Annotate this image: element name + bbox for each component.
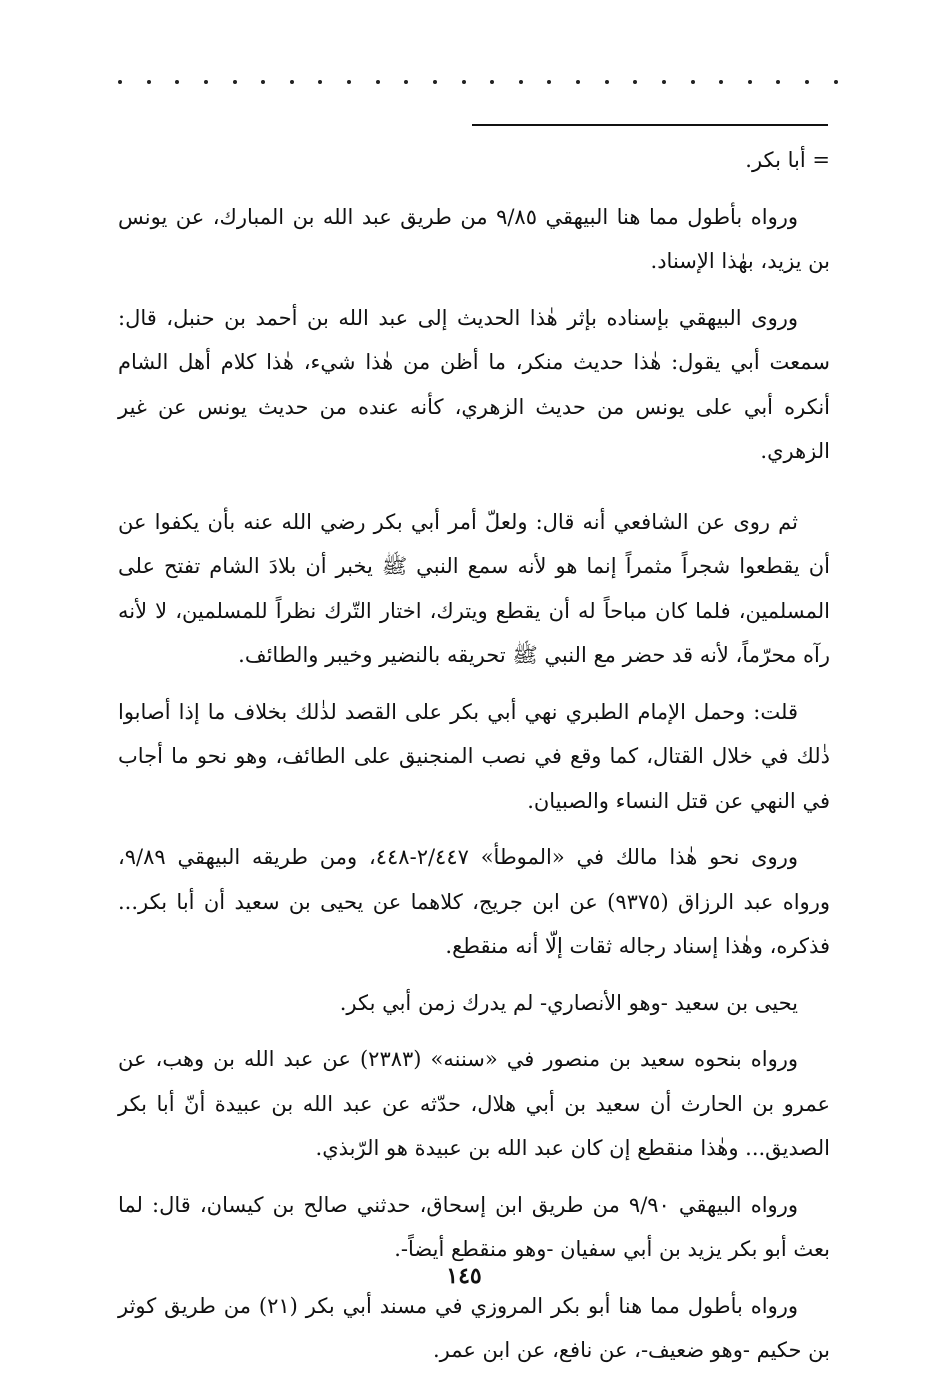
paragraph: ورواه بأطول مما هنا البيهقي ٩/٨٥ من طريق عبد الله بن المبارك، عن يونس بن يزيد، بهٰذا الإسناد.	[118, 204, 830, 273]
paragraph: وروى نحو هٰذا مالك في «الموطأ» ٢/٤٤٧-٤٤٨، ومن طريقه البيهقي ٩/٨٩، ورواه عبد الرزاق (٩٣٧٥) عن ابن جريج، كلاهما عن يحيى بن سعيد أن أبا بكر... فذكره، وهٰذا إسناد رجاله ثقات إلّا أنه منقطع.	[118, 845, 830, 958]
paragraph: وروى البيهقي بإسناده بإثر هٰذا الحديث إلى عبد الله بن أحمد بن حنبل، قال: سمعت أبي يقول: هٰذا حديث منكر، ما أظن من هٰذا شيء، هٰذا كلام أهل الشام أنكره أبي على يونس من حديث الزهري، كأنه عنده من حديث يونس عن غير الزهري.	[118, 305, 830, 463]
paragraph: ورواه بأطول مما هنا أبو بكر المروزي في مسند أبي بكر (٢١) من طريق كوثر بن حكيم -وهو ضعيف-، عن نافع، عن ابن عمر.	[118, 1293, 830, 1362]
paragraph: يحيى بن سعيد -وهو الأنصاري- لم يدرك زمن أبي بكر.	[339, 990, 798, 1015]
page-number: ١٤٥	[446, 1263, 482, 1289]
footnote-rule	[472, 124, 828, 126]
footnote-dotted-separator	[118, 80, 838, 84]
paragraph: ورواه بنحوه سعيد بن منصور في «سننه» (٢٣٨٣) عن عبد الله بن وهب، عن عمرو بن الحارث أن سعيد بن أبي هلال، حدّثه عن عبد الله بن عبيدة أنّ أبا بكر الصديق... وهٰذا منقطع إن كان عبد الله بن عبيدة هو الرّبذي.	[118, 1047, 830, 1160]
footnote-continuation: = أبا بكر.	[745, 148, 830, 172]
paragraph: ورواه البيهقي ٩/٩٠ من طريق ابن إسحاق، حدثني صالح بن كيسان، قال: لما بعث أبو بكر يزيد بن أبي سفيان -وهو منقطع أيضاً-.	[118, 1192, 830, 1261]
paragraph: قلت: وحمل الإمام الطبري نهي أبي بكر على القصد لذٰلك بخلاف ما إذا أصابوا ذٰلك في خلال القتال، كما وقع في نصب المنجنيق على الطائف، وهو نحو ما أجاب في النهي عن قتل النساء والصبيان.	[118, 699, 830, 813]
footnote-body	[118, 138, 830, 1385]
paragraph: ثم روى عن الشافعي أنه قال: ولعلّ أمر أبي بكر رضي الله عنه بأن يكفوا عن أن يقطعوا شجراً مثمراً إنما هو لأنه سمع النبي ﷺ يخبر أن بلادَ الشام تفتح على المسلمين، فلما كان مباحاً له أن يقطع ويترك، اختار التّرك نظراً للمسلمين، لا لأنه رآه محرّماً، لأنه قد حضر مع النبي ﷺ تحريقه بالنضير وخيبر والطائف.	[118, 509, 830, 667]
